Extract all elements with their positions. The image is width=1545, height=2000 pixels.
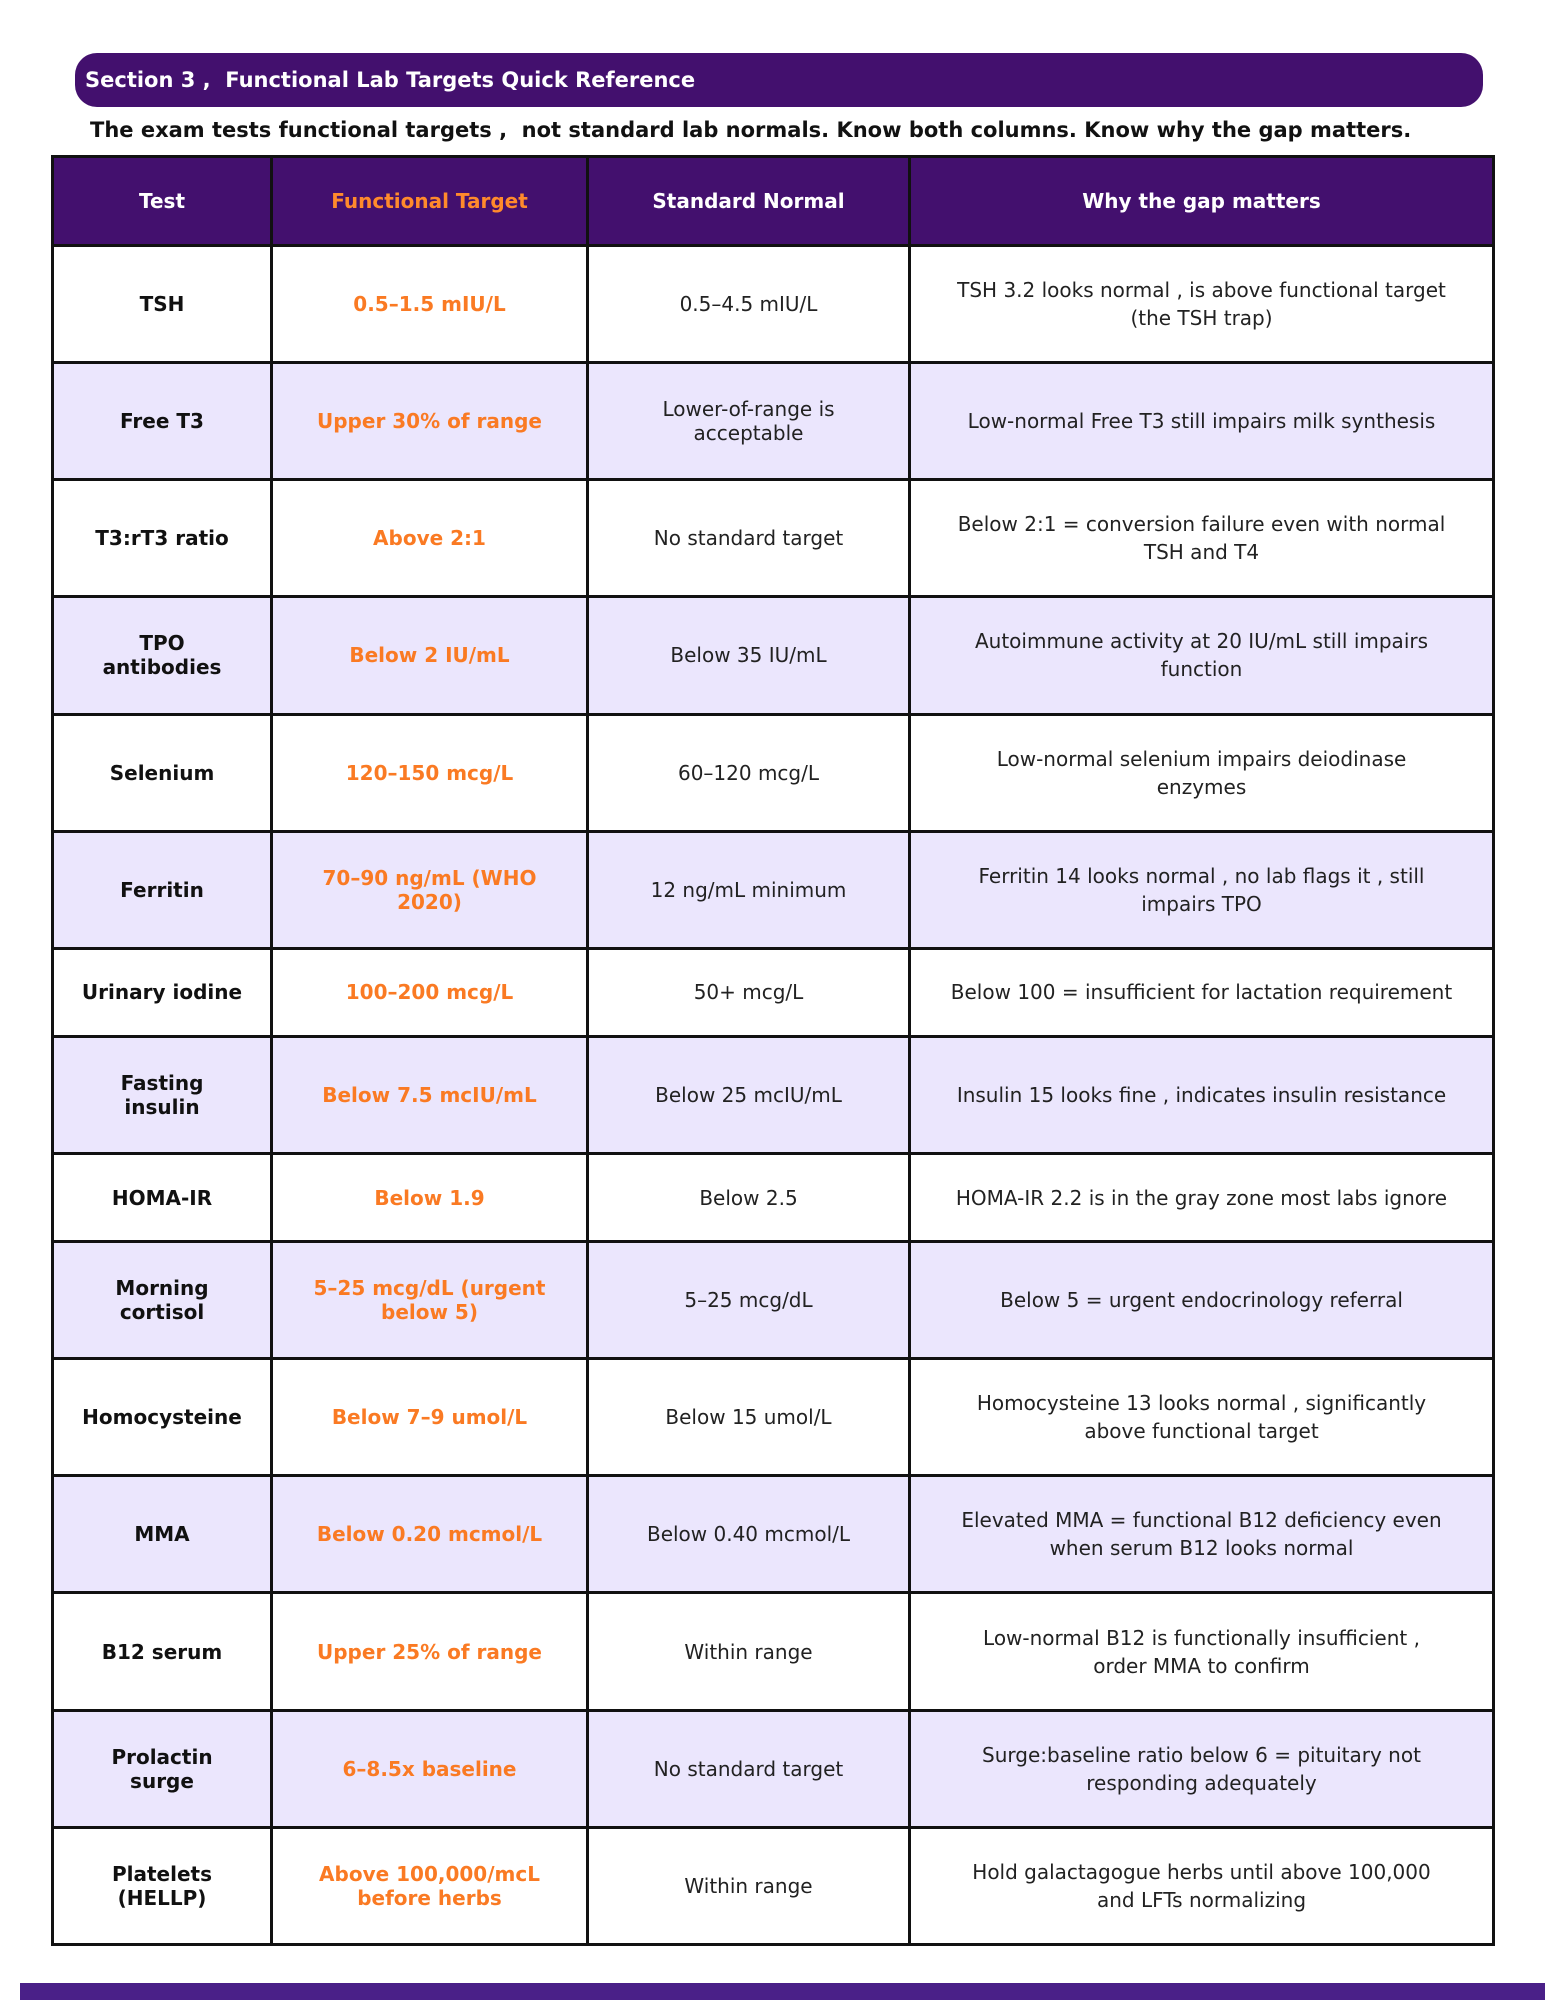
header-test: Test (53, 157, 272, 246)
cell-why-gap: Insulin 15 looks fine , indicates insulin resistance (910, 1036, 1494, 1153)
cell-why-gap: Surge:baseline ratio below 6 = pituitary not responding adequately (910, 1710, 1494, 1827)
cell-functional-target: Above 2:1 (272, 480, 588, 597)
cell-functional-target: 70–90 ng/mL (WHO 2020) (272, 831, 588, 948)
cell-functional-target: Upper 25% of range (272, 1593, 588, 1710)
table-row (53, 948, 1494, 1036)
table-row (53, 831, 1494, 948)
cell-standard-normal: 12 ng/mL minimum (588, 831, 910, 948)
cell-test: Free T3 (53, 363, 272, 480)
cell-functional-target: 100–200 mcg/L (272, 948, 588, 1036)
cell-standard-normal: Lower-of-range is acceptable (588, 363, 910, 480)
header-functional-target: Functional Target (272, 157, 588, 246)
cell-why-gap: HOMA-IR 2.2 is in the gray zone most labs ignore (910, 1153, 1494, 1241)
table-row (53, 1153, 1494, 1241)
cell-test: T3:rT3 ratio (53, 480, 272, 597)
cell-test: Prolactin surge (53, 1710, 272, 1827)
cell-standard-normal: 0.5–4.5 mIU/L (588, 246, 910, 363)
cell-functional-target: Below 0.20 mcmol/L (272, 1476, 588, 1593)
cell-functional-target: Above 100,000/mcL before herbs (272, 1827, 588, 1944)
table-row (53, 363, 1494, 480)
cell-functional-target: 6–8.5x baseline (272, 1710, 588, 1827)
cell-why-gap: Below 5 = urgent endocrinology referral (910, 1242, 1494, 1359)
cell-functional-target: Below 7–9 umol/L (272, 1359, 588, 1476)
cell-test: HOMA-IR (53, 1153, 272, 1241)
cell-functional-target: Upper 30% of range (272, 363, 588, 480)
lab-targets-table (51, 155, 1495, 1946)
cell-standard-normal: No standard target (588, 1710, 910, 1827)
footer-bar (20, 1983, 1545, 2000)
cell-test: Platelets (HELLP) (53, 1827, 272, 1944)
cell-test: Selenium (53, 714, 272, 831)
cell-functional-target: 5–25 mcg/dL (urgent below 5) (272, 1242, 588, 1359)
cell-test: TSH (53, 246, 272, 363)
cell-standard-normal: Within range (588, 1593, 910, 1710)
cell-functional-target: Below 1.9 (272, 1153, 588, 1241)
table-row (53, 1827, 1494, 1944)
cell-standard-normal: Below 35 IU/mL (588, 597, 910, 714)
table-row (53, 480, 1494, 597)
cell-why-gap: Autoimmune activity at 20 IU/mL still impairs function (910, 597, 1494, 714)
cell-why-gap: Elevated MMA = functional B12 deficiency even when serum B12 looks normal (910, 1476, 1494, 1593)
cell-standard-normal: Within range (588, 1827, 910, 1944)
cell-test: B12 serum (53, 1593, 272, 1710)
table-header-row (53, 157, 1494, 246)
cell-test: Fasting insulin (53, 1036, 272, 1153)
cell-why-gap: Homocysteine 13 looks normal , significantly above functional target (910, 1359, 1494, 1476)
cell-why-gap: Ferritin 14 looks normal , no lab flags it , still impairs TPO (910, 831, 1494, 948)
cell-why-gap: Hold galactagogue herbs until above 100,000 and LFTs normalizing (910, 1827, 1494, 1944)
cell-functional-target: 120–150 mcg/L (272, 714, 588, 831)
cell-test: Ferritin (53, 831, 272, 948)
table-row (53, 1593, 1494, 1710)
cell-why-gap: TSH 3.2 looks normal , is above functional target (the TSH trap) (910, 246, 1494, 363)
cell-standard-normal: 60–120 mcg/L (588, 714, 910, 831)
cell-test: MMA (53, 1476, 272, 1593)
cell-standard-normal: Below 15 umol/L (588, 1359, 910, 1476)
cell-standard-normal: No standard target (588, 480, 910, 597)
cell-why-gap: Low-normal B12 is functionally insufficient , order MMA to confirm (910, 1593, 1494, 1710)
cell-functional-target: Below 2 IU/mL (272, 597, 588, 714)
cell-why-gap: Low-normal selenium impairs deiodinase enzymes (910, 714, 1494, 831)
cell-standard-normal: Below 0.40 mcmol/L (588, 1476, 910, 1593)
table-row (53, 1036, 1494, 1153)
cell-test: TPO antibodies (53, 597, 272, 714)
header-standard-normal: Standard Normal (588, 157, 910, 246)
cell-functional-target: 0.5–1.5 mIU/L (272, 246, 588, 363)
cell-why-gap: Low-normal Free T3 still impairs milk synthesis (910, 363, 1494, 480)
cell-standard-normal: 50+ mcg/L (588, 948, 910, 1036)
table-row (53, 1476, 1494, 1593)
cell-test: Morning cortisol (53, 1242, 272, 1359)
header-why-gap: Why the gap matters (910, 157, 1494, 246)
cell-test: Homocysteine (53, 1359, 272, 1476)
table-row (53, 597, 1494, 714)
table-row (53, 1710, 1494, 1827)
table-row (53, 246, 1494, 363)
cell-functional-target: Below 7.5 mcIU/mL (272, 1036, 588, 1153)
table-row (53, 1359, 1494, 1476)
table-row (53, 714, 1494, 831)
intro-text: The exam tests functional targets , not standard lab normals. Know both columns. Know why the gap matters. (90, 118, 1412, 142)
cell-standard-normal: Below 2.5 (588, 1153, 910, 1241)
table-row (53, 1242, 1494, 1359)
cell-standard-normal: 5–25 mcg/dL (588, 1242, 910, 1359)
cell-standard-normal: Below 25 mcIU/mL (588, 1036, 910, 1153)
cell-why-gap: Below 2:1 = conversion failure even with normal TSH and T4 (910, 480, 1494, 597)
section-title-banner: Section 3 , Functional Lab Targets Quick Reference (75, 53, 1483, 107)
cell-test: Urinary iodine (53, 948, 272, 1036)
cell-why-gap: Below 100 = insufficient for lactation requirement (910, 948, 1494, 1036)
